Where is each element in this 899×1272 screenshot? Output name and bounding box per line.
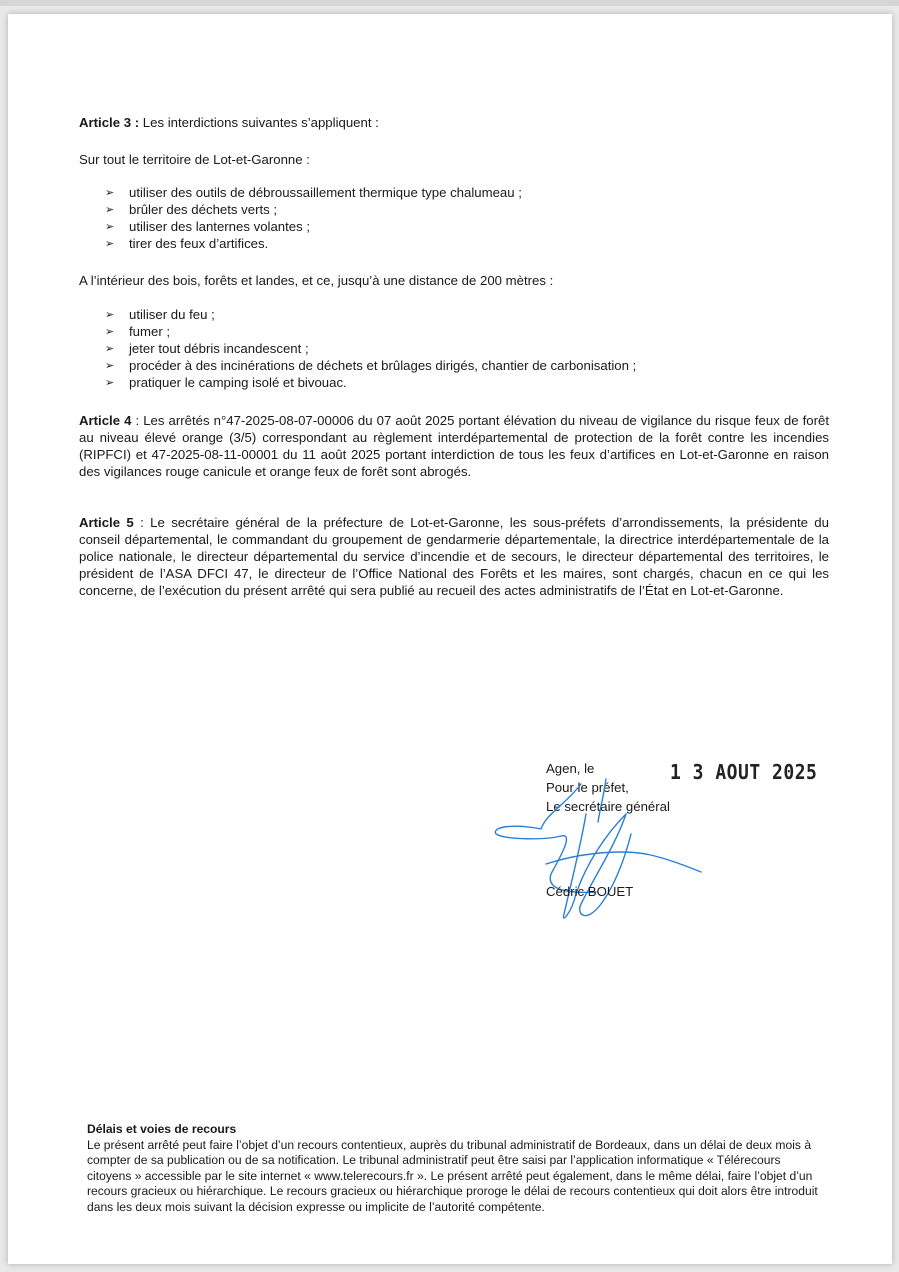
signature-place: Agen, le	[546, 761, 595, 776]
article-4-paragraph	[79, 412, 829, 480]
list-item: ➢ pratiquer le camping isolé et bivouac.	[105, 374, 636, 391]
signer-name: Cédric BOUET	[546, 884, 634, 899]
article-3-label: Article 3 :	[79, 115, 140, 130]
article-5-label: Article 5	[79, 515, 134, 530]
article-3-text: Les interdictions suivantes s’appliquent :	[139, 115, 379, 130]
appeal-notice	[87, 1122, 827, 1215]
list-item: ➢ tirer des feux d’artifices.	[105, 235, 522, 252]
appeal-text: Le présent arrêté peut faire l’objet d’un recours contentieux, auprès du tribunal administratif de Bordeaux, dans un délai de deux mois à compter de sa publication ou de sa notification. Le tribunal administratif peut être saisi par l’application informatique « Télérecours citoyens » accessible par le site internet « www.telerecours.fr ». Le présent arrêté peut également, dans le même délai, faire l’objet d’un recours gracieux ou hiérarchique. Le recours gracieux ou hiérarchique proroge le délai de recours contentieux qui doit alors être introduit dans les deux mois suivant la décision expresse ou implicite de l’autorité compétente.	[87, 1137, 818, 1214]
appeal-title: Délais et voies de recours	[87, 1122, 237, 1136]
list-item: ➢ procéder à des incinérations de déchets et brûlages dirigés, chantier de carbonisation ;	[105, 357, 636, 374]
prohibition-list-forests	[105, 306, 636, 391]
signature-for: Pour le préfet,	[546, 780, 629, 795]
list-item: ➢ utiliser des outils de débroussaillement thermique type chalumeau ;	[105, 184, 522, 201]
list-item: ➢ utiliser du feu ;	[105, 306, 636, 323]
handwritten-signature	[486, 774, 726, 934]
document-page	[8, 14, 892, 1264]
signature-role: Le secrétaire général	[546, 799, 670, 814]
scanner-top-edge	[0, 0, 899, 6]
article-4-text: : Les arrêtés n°47-2025-08-07-00006 du 07 août 2025 portant élévation du niveau de vigilance du risque feux de forêt au niveau élevé orange (3/5) correspondant au règlement interdépartemental de protection de la forêt contre les incendies (RIPFCI) et 47-2025-08-11-00001 du 11 août 2025 portant interdiction de tous les feux d’artifices en Lot-et-Garonne en raison des vigilances rouge canicule et orange feux de forêt sont abrogés.	[79, 413, 829, 479]
article-3-scope-territory: Sur tout le territoire de Lot-et-Garonne :	[79, 152, 310, 167]
article-5-text: : Le secrétaire général de la préfecture de Lot-et-Garonne, les sous-préfets d’arrondissements, la présidente du conseil départemental, le commandant du groupement de gendarmerie départementale, la directrice interdépartementale de la police nationale, le directeur départemental du service d’incendie et de secours, le directeur départemental des territoires, le président de l’ASA DFCI 47, le directeur de l’Office National des Forêts et les maires, sont chargés, chacun en ce qui les concerne, de l’exécution du présent arrêté qui sera publié au recueil des actes administratifs de l’État en Lot-et-Garonne.	[79, 515, 829, 598]
list-item: ➢ brûler des déchets verts ;	[105, 201, 522, 218]
list-item: ➢ fumer ;	[105, 323, 636, 340]
list-item: ➢ utiliser des lanternes volantes ;	[105, 218, 522, 235]
article-3-scope-forests: A l’intérieur des bois, forêts et landes, et ce, jusqu’à une distance de 200 mètres :	[79, 273, 554, 288]
article-5-paragraph	[79, 514, 829, 599]
prohibition-list-territory	[105, 184, 522, 252]
list-item: ➢ jeter tout débris incandescent ;	[105, 340, 636, 357]
date-stamp: 1 3 AOUT 2025	[670, 760, 818, 785]
article-3-heading	[79, 114, 379, 131]
article-4-label: Article 4	[79, 413, 132, 428]
